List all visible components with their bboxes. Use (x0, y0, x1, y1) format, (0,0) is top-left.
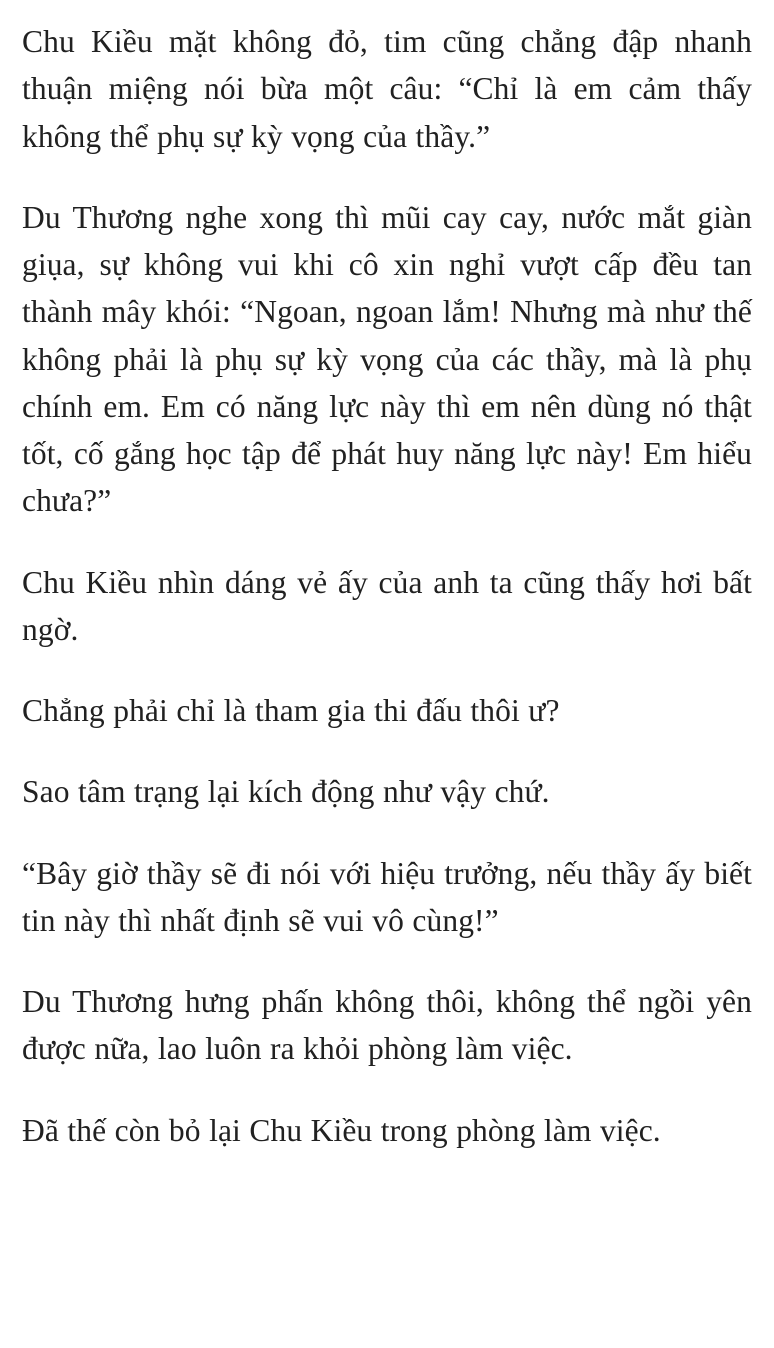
paragraph: Chu Kiều nhìn dáng vẻ ấy của anh ta cũng thấy hơi bất ngờ. (22, 564, 752, 647)
paragraph: Chu Kiều mặt không đỏ, tim cũng chẳng đập nhanh thuận miệng nói bừa một câu: “Chỉ là em cảm thấy không thể phụ sự kỳ vọng của thầy.” (22, 24, 752, 154)
paragraph: Du Thương hưng phấn không thôi, không thể ngồi yên được nữa, lao luôn ra khỏi phòng làm việc. (22, 984, 752, 1067)
paragraph: Du Thương nghe xong thì mũi cay cay, nước mắt giàn giụa, sự không vui khi cô xin nghỉ vượt cấp đều tan thành mây khói: “Ngoan, ngoan lắm! Nhưng mà như thế không phải là phụ sự kỳ vọng của các thầy, mà là phụ chính em. Em có năng lực này thì em nên dùng nó thật tốt, cố gắng học tập để phát huy năng lực này! Em hiểu chưa?” (22, 199, 752, 519)
paragraph: Sao tâm trạng lại kích động như vậy chứ. (22, 774, 550, 810)
paragraph: “Bây giờ thầy sẽ đi nói với hiệu trưởng, nếu thầy ấy biết tin này thì nhất định sẽ vui vô cùng!” (22, 855, 752, 938)
paragraph: Chẳng phải chỉ là tham gia thi đấu thôi ư? (22, 693, 560, 728)
paragraph: Đã thế còn bỏ lại Chu Kiều trong phòng làm việc. (22, 1112, 661, 1148)
